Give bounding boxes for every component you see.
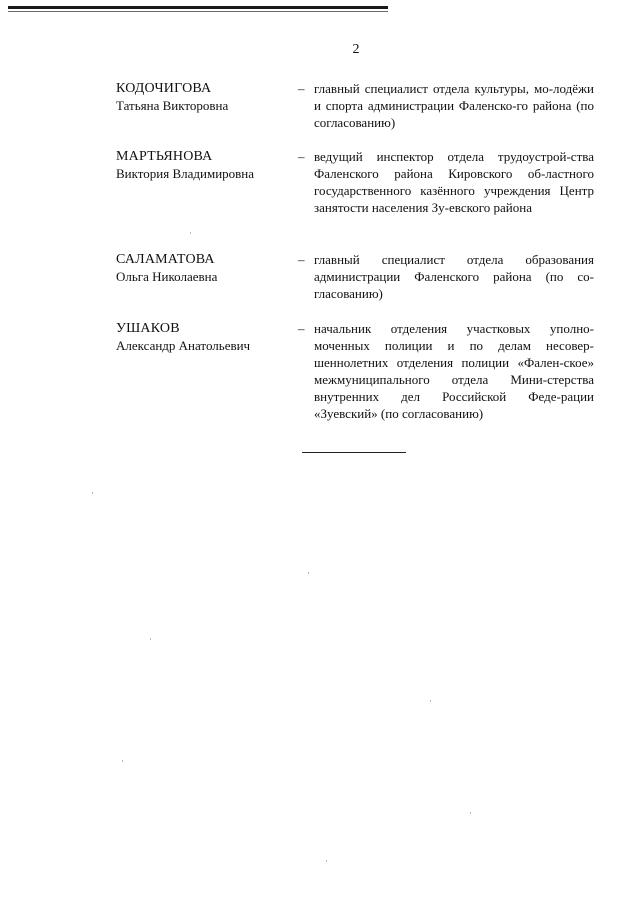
person-name (116, 148, 296, 182)
role-description: главный специалист отдела культуры, мо-лодёжи и спорта администрации Фаленско-го района (по согласованию) (314, 81, 594, 130)
person-given-name: Александр Анатольевич (116, 338, 251, 353)
person-given-name: Татьяна Викторовна (116, 98, 229, 113)
person-role (298, 320, 594, 422)
dash-separator: – (298, 81, 305, 96)
scan-speck (308, 572, 309, 574)
scan-speck (150, 638, 151, 640)
scan-speck (122, 760, 123, 762)
scan-speck (470, 812, 471, 814)
role-description: ведущий инспектор отдела трудоустрой-ства Фаленского района Кировского об-ластного государственного казённого учреждения Центр занятости населения Зу-евского района (314, 149, 594, 215)
dash-separator: – (298, 149, 305, 164)
role-description: главный специалист отдела образования администрации Фаленского района (по со-гласованию) (314, 252, 594, 301)
closing-line (302, 452, 406, 453)
person-surname: КОДОЧИГОВА (116, 81, 212, 96)
person-name (116, 320, 296, 354)
person-role (298, 251, 594, 302)
scan-speck (190, 232, 191, 234)
person-surname: САЛАМАТОВА (116, 252, 215, 267)
person-role (298, 148, 594, 216)
person-role (298, 80, 594, 131)
person-surname: УШАКОВ (116, 321, 180, 336)
dash-separator: – (298, 252, 305, 267)
scan-speck (430, 700, 431, 702)
page-number: 2 (352, 42, 360, 57)
person-name (116, 80, 296, 114)
person-surname: МАРТЬЯНОВА (116, 149, 213, 164)
dash-separator: – (298, 321, 305, 336)
person-given-name: Ольга Николаевна (116, 269, 218, 284)
top-border-thin-line (8, 11, 388, 12)
top-border-line (8, 6, 388, 9)
person-given-name: Виктория Владимировна (116, 166, 255, 181)
role-description: начальник отделения участковых уполно-моченных полиции и по делам несовер-шеннолетних отделения полиции «Фален-ское» межмуниципального отдела Мини-стерства внутренних дел Российской Феде-рации «Зуевский» (по согласованию) (314, 321, 594, 421)
person-name (116, 251, 296, 285)
scan-speck (92, 492, 93, 494)
scan-speck (326, 860, 327, 862)
